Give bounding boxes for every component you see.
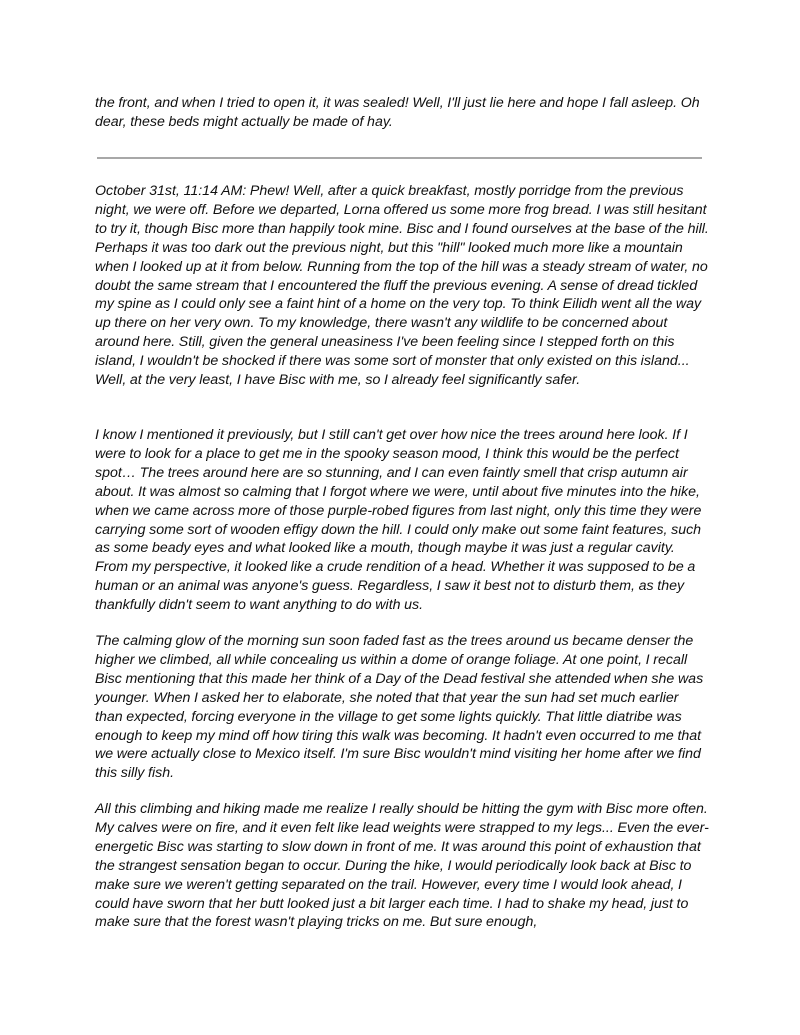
entry-paragraph-1: October 31st, 11:14 AM: Phew! Well, after a quick breakfast, mostly porridge from the previous night, we were off. Before we departed, Lorna offered us some more frog bread. I was still hesitant to try it, though Bisc more than happily took mine. Bisc and I found ourselves at the base of the hill. Perhaps it was too dark out the previous night, but this "hill" looked much more like a mountain when I looked up at it from below. Running from the top of the hill was a steady stream of water, no doubt the same stream that I encountered the fluff the previous evening. A sense of dread tickled my spine as I could only see a faint hint of a home on the very top. To think Eilidh went all the way up there on her very own. To my knowledge, there wasn't any wildlife to be concerned about around here. Still, given the general uneasiness I've been feeling since I stepped forth on this island, I wouldn't be shocked if there was some sort of monster that only existed on this island... Well, at the very least, I have Bisc with me, so I already feel significantly safer. bbox=[95, 183, 709, 389]
entry-paragraph-4: All this climbing and hiking made me realize I really should be hitting the gym with Bisc more often. My calves were on fire, and it even felt like lead weights were strapped to my legs... Even the ever-energetic Bisc was starting to slow down in front of me. It was around this point of exhaustion that the strangest sensation began to occur. During the hike, I would periodically look back at Bisc to make sure we weren't getting separated on the trail. However, every time I would look ahead, I could have sworn that her butt looked just a bit larger each time. I had to shake my head, just to make sure that the forest wasn't playing tricks on me. But sure enough, bbox=[95, 801, 709, 931]
section-divider bbox=[97, 157, 702, 159]
entry-paragraph-2: I know I mentioned it previously, but I still can't get over how nice the trees around here look. If I were to look for a place to get me in the spooky season mood, I think this would be the perfect spot… The trees around here are so stunning, and I can even faintly smell that crisp autumn air about. It was almost so calming that I forgot where we were, until about five minutes into the hike, when we came across more of those purple-robed figures from last night, only this time they were carrying some sort of wooden effigy down the hill. I could only make out some faint features, such as some beady eyes and what looked like a mouth, though maybe it was just a regular cavity. From my perspective, it looked like a crude rendition of a head. Whether it was supposed to be a human or an animal was anyone's guess. Regardless, I saw it best not to disturb them, as they thankfully didn't seem to want anything to do with us. bbox=[95, 427, 702, 614]
entry-paragraph-3: The calming glow of the morning sun soon faded fast as the trees around us became denser the higher we climbed, all while concealing us within a dome of orange foliage. At one point, I recall Bisc mentioning that this made her think of a Day of the Dead festival she attended when she was younger. When I asked her to elaborate, she noted that that year the sun had set much earlier than expected, forcing everyone in the village to get some lights quickly. That little diatribe was enough to keep my mind off how tiring this walk was becoming. It hadn't even occurred to me that we were actually close to Mexico itself. I'm sure Bisc wouldn't mind visiting her home after we find this silly fish. bbox=[95, 633, 704, 782]
intro-paragraph: the front, and when I tried to open it, it was sealed! Well, I'll just lie here and hope I fall asleep. Oh dear, these beds might actually be made of hay. bbox=[95, 95, 700, 130]
